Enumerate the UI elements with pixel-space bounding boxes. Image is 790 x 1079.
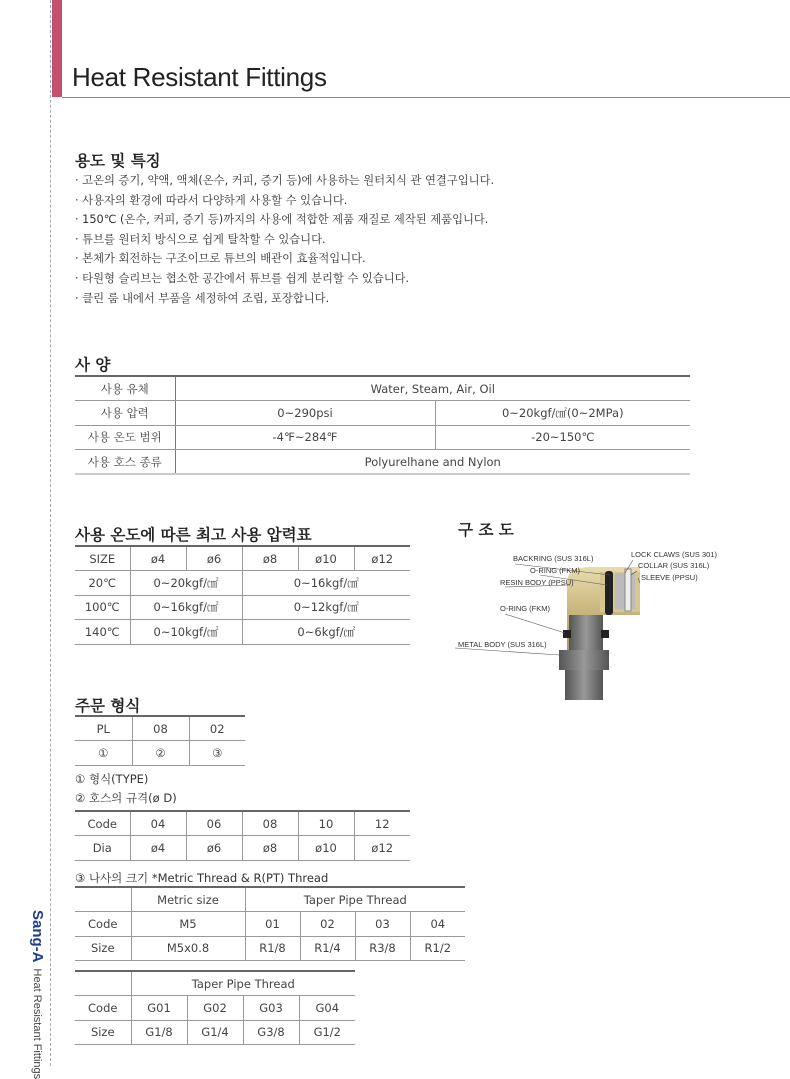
- cell: 0~10kgf/㎠: [130, 620, 242, 645]
- label-sleeve: SLEEVE (PPSU): [641, 573, 698, 582]
- cell: 04: [130, 811, 186, 836]
- cell: G01: [131, 996, 187, 1021]
- cell: 08: [132, 716, 189, 741]
- cell: 0~290psi: [175, 401, 435, 426]
- cell: Dia: [75, 836, 130, 861]
- cell: Metric size: [131, 887, 245, 912]
- table-row: [75, 741, 245, 766]
- cell: R1/8: [245, 936, 300, 961]
- table-row: [75, 936, 465, 961]
- spec-table: [75, 375, 690, 475]
- cell: 100℃: [75, 595, 130, 620]
- cell: M5x0.8: [131, 936, 245, 961]
- table-row: [75, 836, 410, 861]
- table-row: [75, 811, 410, 836]
- title-divider: [62, 97, 790, 98]
- cell: ø8: [242, 546, 298, 571]
- table-row: [75, 376, 690, 401]
- cell: 사용 온도 범위: [75, 425, 175, 450]
- cell: G02: [187, 996, 243, 1021]
- cell: 사용 유체: [75, 376, 175, 401]
- table-row: [75, 425, 690, 450]
- cell: 10: [298, 811, 354, 836]
- label-oring-bottom: O-RING (FKM): [500, 604, 550, 613]
- list-item: · 본체가 회전하는 구조이므로 튜브의 배관이 효율적입니다.: [75, 249, 494, 269]
- cell: 0~20kgf/㎠(0~2MPa): [435, 401, 690, 426]
- list-item: · 클린 룸 내에서 부품을 세정하여 조립, 포장합니다.: [75, 289, 494, 309]
- cell: 02: [300, 912, 355, 937]
- list-item: · 튜브를 원터치 방식으로 쉽게 탈착할 수 있습니다.: [75, 230, 494, 250]
- table-row: [75, 1020, 355, 1045]
- cell: PL: [75, 716, 132, 741]
- cell: 140℃: [75, 620, 130, 645]
- note-thread: ③ 나사의 크기 *Metric Thread & R(PT) Thread: [75, 870, 328, 886]
- cell: R1/2: [410, 936, 465, 961]
- cell: -4℉~284℉: [175, 425, 435, 450]
- cell: G1/4: [187, 1020, 243, 1045]
- cell: Size: [75, 936, 131, 961]
- label-metal-body: METAL BODY (SUS 316L): [458, 640, 547, 649]
- dia-table: [75, 810, 410, 861]
- features-list: [75, 171, 494, 308]
- side-caption: [28, 910, 46, 1079]
- cell: [75, 971, 131, 996]
- page-title: Heat Resistant Fittings: [72, 62, 327, 93]
- brand-name: Sang-A: [29, 910, 46, 963]
- cell: ø10: [298, 546, 354, 571]
- cell: G3/8: [243, 1020, 299, 1045]
- table-row: [75, 887, 465, 912]
- table-row: [75, 996, 355, 1021]
- features-heading: 용도 및 특징: [75, 149, 161, 171]
- table-row: [75, 595, 410, 620]
- cell: SIZE: [75, 546, 130, 571]
- cell: Code: [75, 996, 131, 1021]
- cell: Taper Pipe Thread: [131, 971, 355, 996]
- spec-heading: 사 양: [75, 353, 110, 375]
- structure-diagram: [455, 545, 735, 705]
- cell: Size: [75, 1020, 131, 1045]
- thread-g-table: [75, 970, 355, 1045]
- order-code-table: [75, 715, 245, 766]
- list-item: · 150℃ (온수, 커피, 증기 등)까지의 사용에 적합한 제품 재질로 제작된 제품입니다.: [75, 210, 494, 230]
- cell: ø12: [354, 836, 410, 861]
- label-collar: COLLAR (SUS 316L): [638, 561, 709, 570]
- cell: -20~150℃: [435, 425, 690, 450]
- cell: 12: [354, 811, 410, 836]
- table-row: [75, 912, 465, 937]
- cell: ø6: [186, 836, 242, 861]
- cell: 02: [189, 716, 245, 741]
- side-product: Heat Resistant Fittings: [31, 969, 43, 1079]
- note-hose-size: ② 호스의 규격(ø D): [75, 790, 177, 806]
- label-oring-top: O-RING (FKM): [530, 566, 580, 575]
- pressure-table: [75, 545, 410, 645]
- cell: Polyurelhane and Nylon: [175, 450, 690, 475]
- cell: G03: [243, 996, 299, 1021]
- cell: 사용 압력: [75, 401, 175, 426]
- cell: ø12: [354, 546, 410, 571]
- table-row: [75, 546, 410, 571]
- cell: 0~16kgf/㎠: [130, 595, 242, 620]
- cell: ø4: [130, 546, 186, 571]
- cell: ③: [189, 741, 245, 766]
- margin-dashed-line: [50, 0, 51, 1066]
- cell: Taper Pipe Thread: [245, 887, 465, 912]
- cell: ①: [75, 741, 132, 766]
- cell: R3/8: [355, 936, 410, 961]
- cell: 20℃: [75, 571, 130, 596]
- cell: Code: [75, 912, 131, 937]
- cell: 04: [410, 912, 465, 937]
- cell: G1/2: [299, 1020, 355, 1045]
- table-row: [75, 716, 245, 741]
- cell: 0~20kgf/㎠: [130, 571, 242, 596]
- cell: G1/8: [131, 1020, 187, 1045]
- cell: ②: [132, 741, 189, 766]
- order-heading: 주문 형식: [75, 694, 140, 716]
- cell: 08: [242, 811, 298, 836]
- cell: Water, Steam, Air, Oil: [175, 376, 690, 401]
- list-item: · 사용자의 환경에 따라서 다양하게 사용할 수 있습니다.: [75, 191, 494, 211]
- thread-table: [75, 886, 465, 961]
- list-item: · 타원형 슬리브는 협소한 공간에서 튜브를 쉽게 분리할 수 있습니다.: [75, 269, 494, 289]
- pressure-heading: 사용 온도에 따른 최고 사용 압력표: [75, 523, 312, 545]
- label-backring: BACKRING (SUS 316L): [513, 554, 593, 563]
- label-resin-body: RESIN BODY (PPSU): [500, 578, 574, 587]
- cell: 0~12kgf/㎠: [242, 595, 410, 620]
- cell: M5: [131, 912, 245, 937]
- list-item: · 고온의 증기, 약액, 액체(온수, 커피, 증기 등)에 사용하는 원터치식 관 연결구입니다.: [75, 171, 494, 191]
- table-row: [75, 971, 355, 996]
- cell: 01: [245, 912, 300, 937]
- table-row: [75, 571, 410, 596]
- cell: 0~6kgf/㎠: [242, 620, 410, 645]
- cell: ø10: [298, 836, 354, 861]
- accent-bar: [52, 0, 62, 97]
- cell: ø6: [186, 546, 242, 571]
- note-type: ① 형식(TYPE): [75, 771, 148, 787]
- cell: 0~16kgf/㎠: [242, 571, 410, 596]
- cell: [75, 887, 131, 912]
- table-row: [75, 620, 410, 645]
- label-lock-claws: LOCK CLAWS (SUS 301): [631, 550, 717, 559]
- cell: 06: [186, 811, 242, 836]
- cell: Code: [75, 811, 130, 836]
- cell: ø4: [130, 836, 186, 861]
- cell: G04: [299, 996, 355, 1021]
- cell: 03: [355, 912, 410, 937]
- structure-heading: 구 조 도: [458, 518, 514, 540]
- cell: ø8: [242, 836, 298, 861]
- table-row: [75, 450, 690, 475]
- cell: R1/4: [300, 936, 355, 961]
- table-row: [75, 401, 690, 426]
- cell: 사용 호스 종류: [75, 450, 175, 475]
